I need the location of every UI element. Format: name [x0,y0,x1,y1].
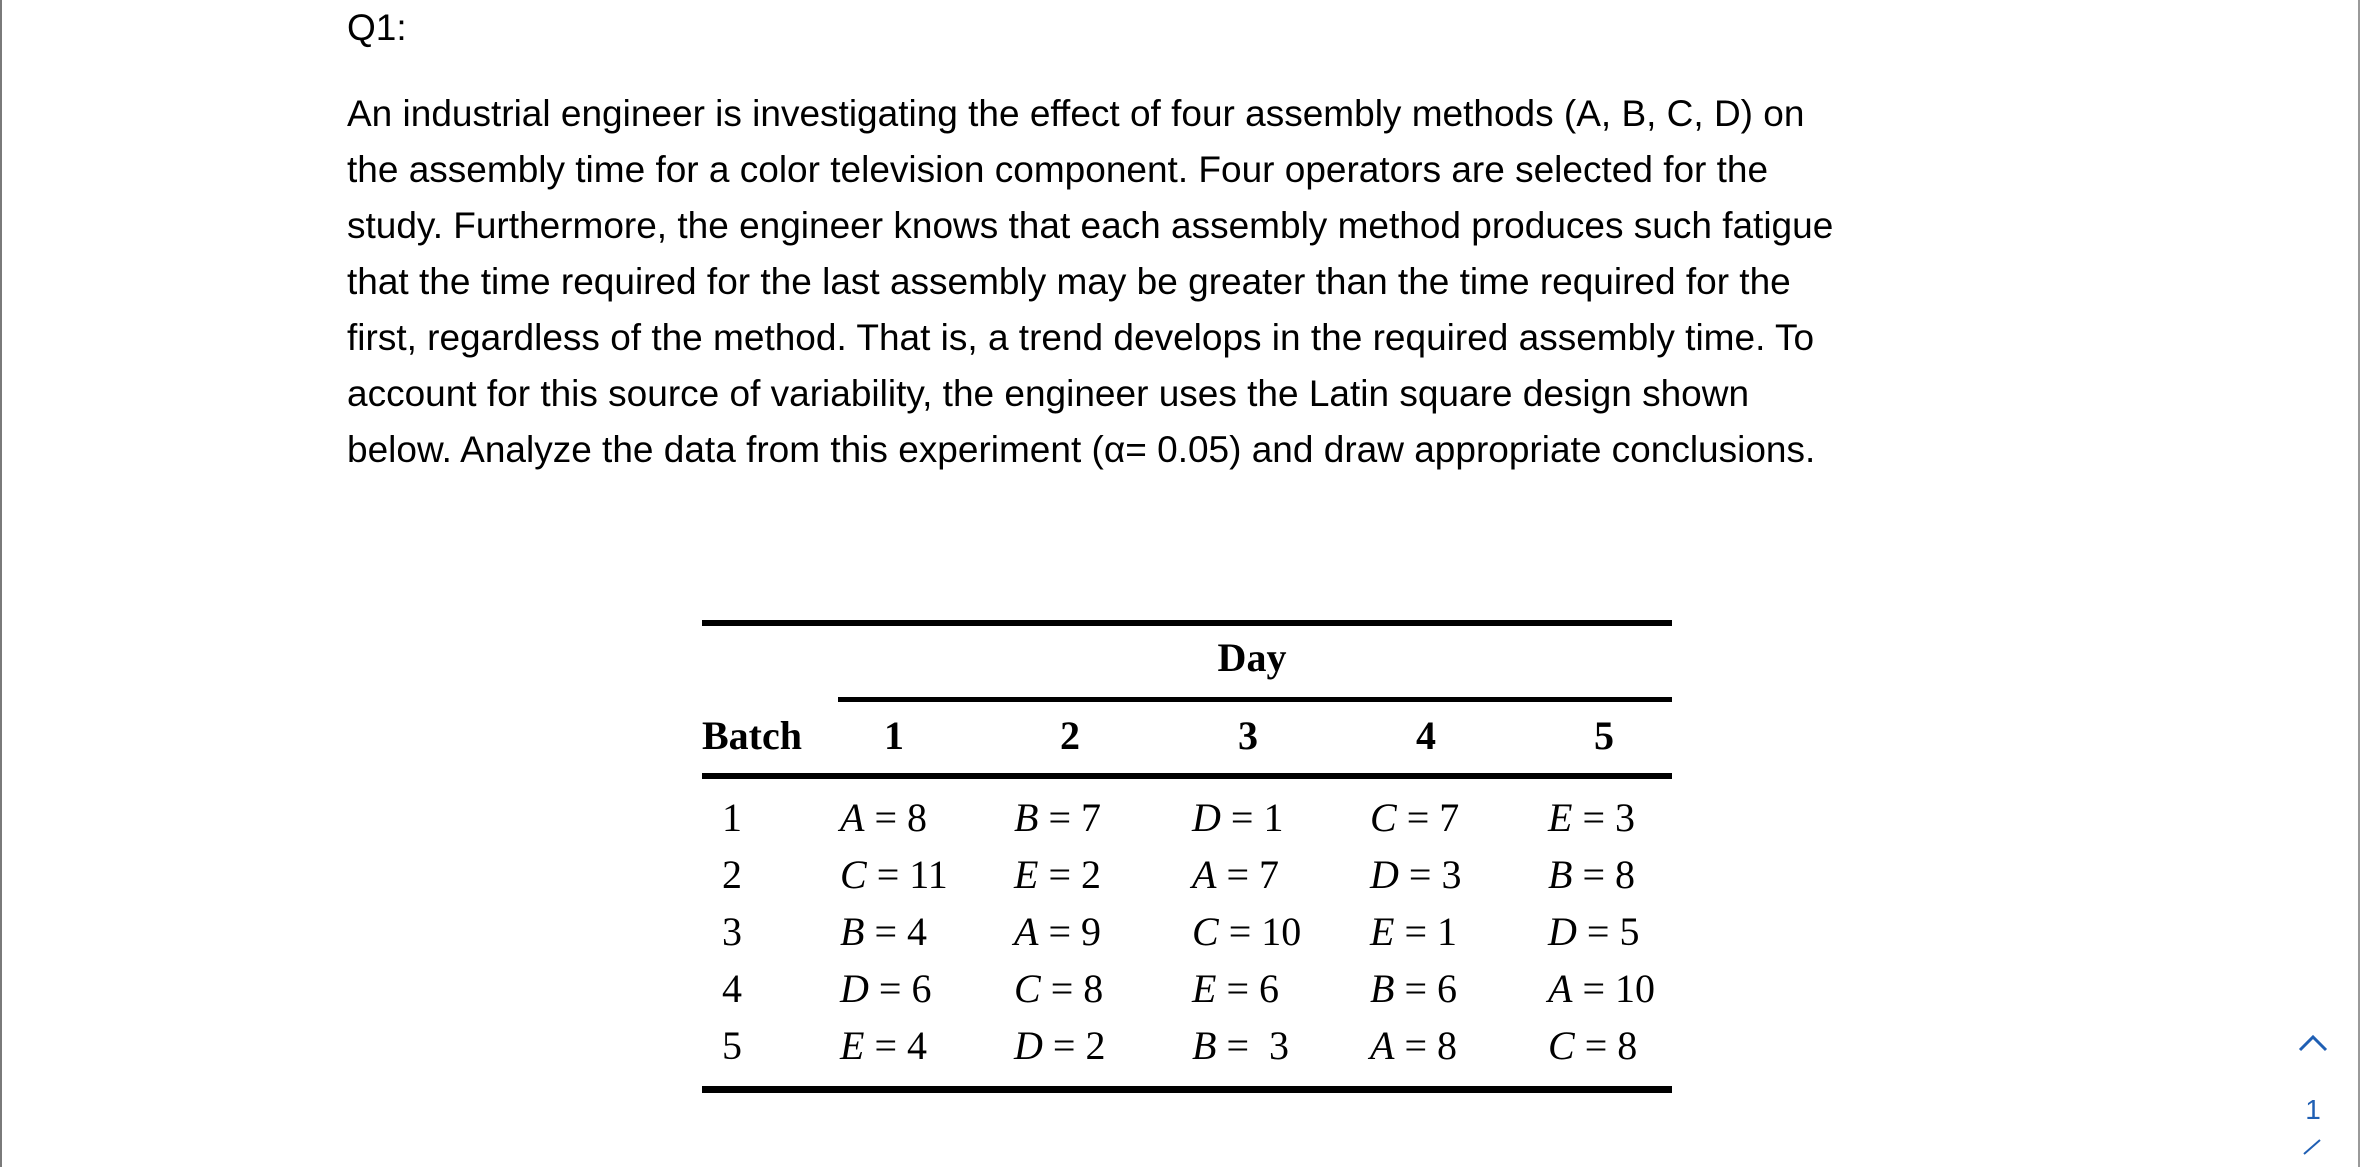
cell-value: = 5 [1586,909,1640,954]
treatment-letter: A [1370,1023,1395,1068]
table-cell [1192,1018,1289,1074]
treatment-letter: C [1548,1023,1575,1068]
question-line: the assembly time for a color television component. Four operators are selected for the [347,149,1769,190]
cell-value: = 6 [878,966,932,1011]
table-cell [1548,790,1635,846]
treatment-letter: D [1192,795,1221,840]
question-line: An industrial engineer is investigating the effect of four assembly methods (A, B, C, D) on [347,93,1805,134]
treatment-letter: A [840,795,865,840]
treatment-letter: E [1548,795,1573,840]
table-cell [1192,790,1283,846]
treatment-letter: D [1548,909,1577,954]
table-cell [840,961,931,1017]
scroll-up-button[interactable] [2296,1030,2330,1056]
table-cell [1014,1018,1105,1074]
day-column-header: 2 [1060,713,1080,758]
table-top-rule [702,620,1672,626]
cell-value: = 7 [1048,795,1101,840]
table-cell [840,1018,927,1074]
slash-icon [2302,1136,2324,1156]
batch-column-header: Batch [702,713,802,758]
cell-value: = 6 [1404,966,1457,1011]
table-cell [1548,961,1655,1017]
question-text [347,86,2027,478]
treatment-letter: E [1014,852,1039,897]
cell-value: = 10 [1228,909,1302,954]
table-cell [1548,904,1639,960]
cell-value: = 6 [1226,966,1279,1011]
day-column-header: 3 [1238,713,1258,758]
treatment-letter: A [1192,852,1217,897]
cell-value: = 3 [1226,1023,1289,1068]
day-header-rule [838,697,1672,702]
cell-value: = 9 [1048,909,1101,954]
day-group-header: Day [1217,635,1287,680]
treatment-letter: B [840,909,865,954]
page-indicator-slash [2302,1136,2324,1156]
treatment-letter: E [1192,966,1217,1011]
table-cell [1370,904,1457,960]
cell-value: = 8 [1584,1023,1638,1068]
cell-value: = 8 [874,795,927,840]
treatment-letter: D [1370,852,1399,897]
table-cell [1548,847,1635,903]
cell-value: = 1 [1404,909,1457,954]
batch-number: 3 [722,909,742,954]
chevron-up-icon [2296,1030,2330,1056]
table-cell [840,904,927,960]
table-cell [1014,790,1101,846]
table-cell [840,847,948,903]
treatment-letter: B [1548,852,1573,897]
table-cell [1192,847,1279,903]
treatment-letter: C [1370,795,1397,840]
table-cell [1192,904,1301,960]
question-line: that the time required for the last assembly may be greater than the time required for the [347,261,1791,302]
page-left-border [0,0,2,1167]
question-line: account for this source of variability, the engineer uses the Latin square design shown [347,373,1750,414]
cell-value: = 4 [874,1023,927,1068]
cell-value: = 8 [1582,852,1635,897]
day-column-header: 1 [884,713,904,758]
table-cell [1370,790,1459,846]
cell-value: = 4 [874,909,927,954]
treatment-letter: E [1370,909,1395,954]
table-cell [1014,904,1101,960]
treatment-letter: D [840,966,869,1011]
treatment-letter: B [1192,1023,1217,1068]
table-cell [1370,847,1461,903]
question-line: below. Analyze the data from this experiment (α= 0.05) and draw appropriate conclusions. [347,429,1816,470]
table-cell [1014,847,1101,903]
cell-value: = 1 [1230,795,1284,840]
treatment-letter: E [840,1023,865,1068]
batch-number: 4 [722,966,742,1011]
treatment-letter: C [1192,909,1219,954]
header-rule [702,773,1672,779]
table-cell [840,790,927,846]
cell-value: = 8 [1050,966,1104,1011]
treatment-letter: B [1014,795,1039,840]
table-cell [1370,1018,1457,1074]
treatment-letter: C [840,852,867,897]
cell-value: = 3 [1408,852,1462,897]
question-line: first, regardless of the method. That is, a trend develops in the required assembly time. To [347,317,1815,358]
day-column-header: 4 [1416,713,1436,758]
cell-value: = 8 [1404,1023,1457,1068]
batch-number: 1 [722,795,742,840]
cell-value: = 3 [1582,795,1635,840]
treatment-letter: D [1014,1023,1043,1068]
batch-number: 2 [722,852,742,897]
cell-value: = 11 [876,852,948,897]
cell-value: = 7 [1226,852,1279,897]
treatment-letter: C [1014,966,1041,1011]
batch-number: 5 [722,1023,742,1068]
treatment-letter: B [1370,966,1395,1011]
table-cell [1370,961,1457,1017]
treatment-letter: A [1014,909,1039,954]
table-cell [1192,961,1279,1017]
page-number[interactable]: 1 [2305,1094,2321,1125]
cell-value: = 10 [1582,966,1655,1011]
cell-value: = 2 [1048,852,1101,897]
table-cell [1014,961,1103,1017]
day-column-header: 5 [1594,713,1614,758]
question-line: study. Furthermore, the engineer knows that each assembly method produces such fatigue [347,205,1834,246]
cell-value: = 2 [1052,1023,1106,1068]
treatment-letter: A [1548,966,1573,1011]
cell-value: = 7 [1406,795,1460,840]
table-cell [1548,1018,1637,1074]
question-label: Q1: [347,7,407,48]
table-bottom-rule [702,1086,1672,1093]
